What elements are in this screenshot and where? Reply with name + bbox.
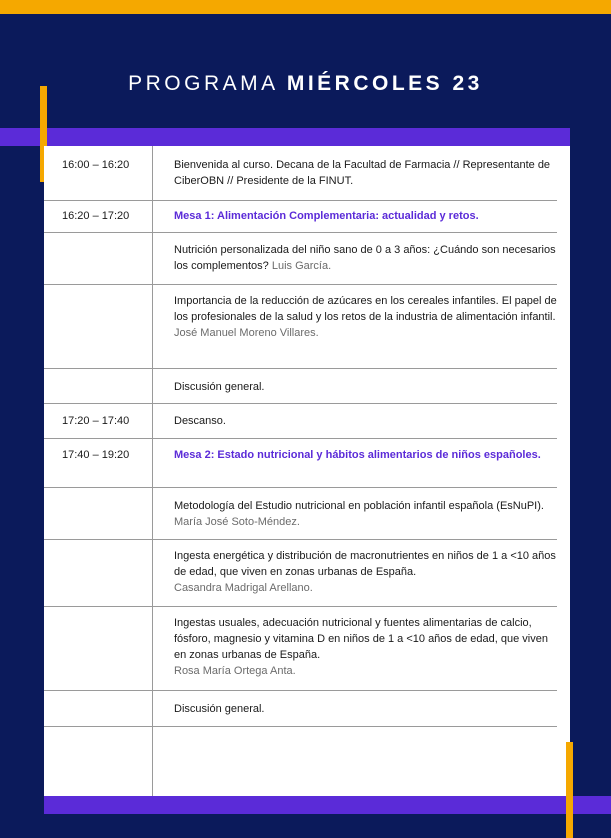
purple-band-top [0, 128, 570, 146]
schedule-row [44, 146, 570, 201]
orange-accent-right [566, 742, 573, 838]
row-text: Bienvenida al curso. Decana de la Facultad de Farmacia // Representante de CiberOBN // Presidente de la FINUT. [174, 159, 551, 187]
row-speaker: José Manuel Moreno Villares. [174, 327, 319, 339]
row-time: 16:20 – 17:20 [62, 210, 130, 222]
row-content [174, 498, 559, 530]
row-divider [44, 726, 557, 727]
row-text: Discusión general. [174, 703, 265, 715]
row-content [174, 379, 559, 395]
row-time: 17:20 – 17:40 [62, 415, 130, 427]
row-speaker: Rosa María Ortega Anta. [174, 665, 296, 677]
row-text: Metodología del Estudio nutricional en población infantil española (EsNuPI). [174, 500, 544, 512]
row-text: Ingesta energética y distribución de macronutrientes en niños de 1 a <10 años de edad, que viven en zonas urbanas de España. [174, 550, 556, 578]
row-time: 17:40 – 19:20 [62, 449, 130, 461]
row-content [174, 208, 559, 224]
row-text: Mesa 2: Estado nutricional y hábitos alimentarios de niños españoles. [174, 449, 541, 461]
row-speaker: María José Soto-Méndez. [174, 516, 300, 528]
schedule-row [44, 404, 570, 439]
row-content [174, 615, 559, 679]
row-content [174, 157, 559, 189]
row-content [174, 447, 559, 463]
purple-band-bottom [44, 796, 611, 814]
page-title [0, 72, 611, 96]
row-text: Nutrición personalizada del niño sano de 0 a 3 años: ¿Cuándo son necesarios los complementos? [174, 244, 556, 272]
schedule-card [44, 146, 570, 796]
schedule-row [44, 691, 570, 727]
row-text: Importancia de la reducción de azúcares en los cereales infantiles. El papel de los profesionales de la salud y los retos de la industria de alimentación infantil. [174, 295, 557, 323]
row-content [174, 548, 559, 596]
schedule-row [44, 540, 570, 607]
top-accent-bar [0, 0, 611, 14]
row-text: Ingestas usuales, adecuación nutricional y fuentes alimentarias de calcio, fósforo, magnesio y vitamina D en niños de 1 a <10 años de edad, que viven en zonas urbanas de España. [174, 617, 548, 661]
row-speaker: Luis García. [271, 260, 332, 272]
row-content [174, 413, 559, 429]
schedule-row [44, 369, 570, 404]
title-bold: MIÉRCOLES 23 [286, 72, 483, 95]
row-text: Discusión general. [174, 381, 265, 393]
row-text: Mesa 1: Alimentación Complementaria: actualidad y retos. [174, 210, 479, 222]
schedule-row [44, 201, 570, 233]
title-light: PROGRAMA [128, 72, 278, 95]
schedule-row [44, 607, 570, 691]
row-content [174, 293, 559, 341]
schedule-row [44, 439, 570, 488]
schedule-row [44, 488, 570, 540]
row-speaker: Casandra Madrigal Arellano. [174, 582, 313, 594]
row-time: 16:00 – 16:20 [62, 159, 130, 171]
schedule-row [44, 233, 570, 285]
row-content [174, 242, 559, 274]
row-text: Descanso. [174, 415, 226, 427]
schedule-row [44, 285, 570, 369]
row-content [174, 701, 559, 717]
